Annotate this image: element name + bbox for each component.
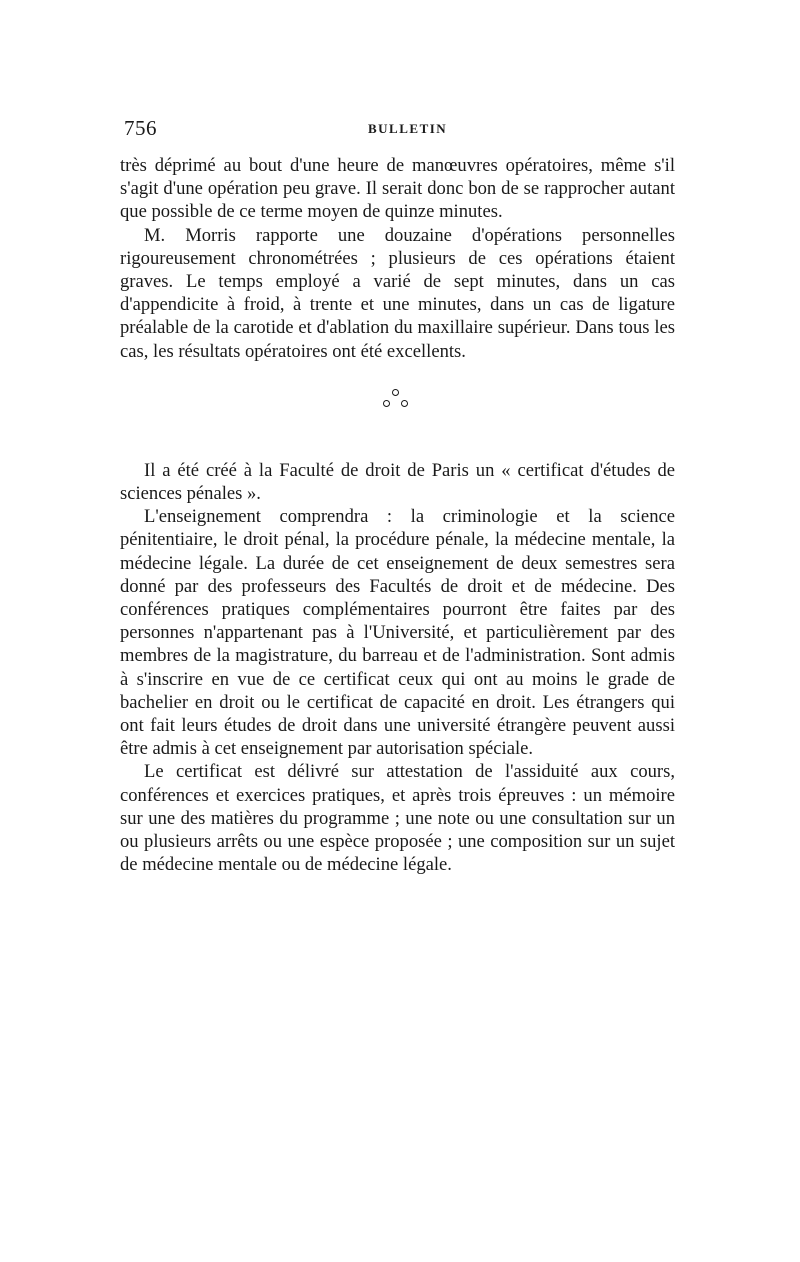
paragraph: L'enseignement comprendra : la criminologie et la science pénitentiaire, le droit pénal, la procédure pénale, la médecine mentale, la médecine légale. La durée de cet enseignement de deux semestres sera donné par des professeurs des Facultés de droit et de médecine. Des conférences pratiques complémentaires pourront être faites par des personnes n'appartenant pas à l'Université, et particulièrement par des membres de la magistrature, du barreau et de l'administration. Sont admis à s'inscrire en vue de ce certificat ceux qui ont au moins le grade de bachelier en droit ou le certificat de capacité en droit. Les étrangers qui ont fait leurs études de droit dans une université étrangère peuvent aussi être admis à cet enseignement par autorisation spéciale. (120, 506, 675, 760)
paragraph: Il a été créé à la Faculté de droit de Paris un « certificat d'études de sciences pénales ». (120, 459, 675, 505)
paragraph-continued: très déprimé au bout d'une heure de manœuvres opératoires, même s'il s'agit d'une opération peu grave. Il serait donc bon de se rapprocher autant que possible de ce terme moyen de quinze minutes. (120, 155, 675, 223)
section-certificat (120, 459, 675, 877)
running-head: BULLETIN (368, 121, 448, 136)
section-operations (120, 154, 675, 363)
section-separator (120, 363, 675, 459)
paragraph: Le certificat est délivré sur attestation de l'assiduité aux cours, conférences et exercices pratiques, et après trois épreuves : un mémoire sur une des matières du programme ; une note ou une consultation sur un ou plusieurs arrêts ou une espèce proposée ; une composition sur un sujet de médecine mentale ou de médecine légale. (120, 761, 675, 876)
paragraph: M. Morris rapporte une douzaine d'opérations personnelles rigoureusement chronométrées ; plusieurs de ces opérations étaient graves. Le temps employé a varié de sept minutes, dans un cas d'appendicite à froid, à trente et une minutes, dans un cas de ligature préalable de la carotide et d'ablation du maxillaire supérieur. Dans tous les cas, les résultats opératoires ont été excellents. (120, 224, 675, 362)
page-number: 756 (124, 116, 157, 140)
page-header (124, 116, 674, 146)
three-circles-ornament-icon (383, 389, 413, 411)
body-text (120, 154, 675, 876)
